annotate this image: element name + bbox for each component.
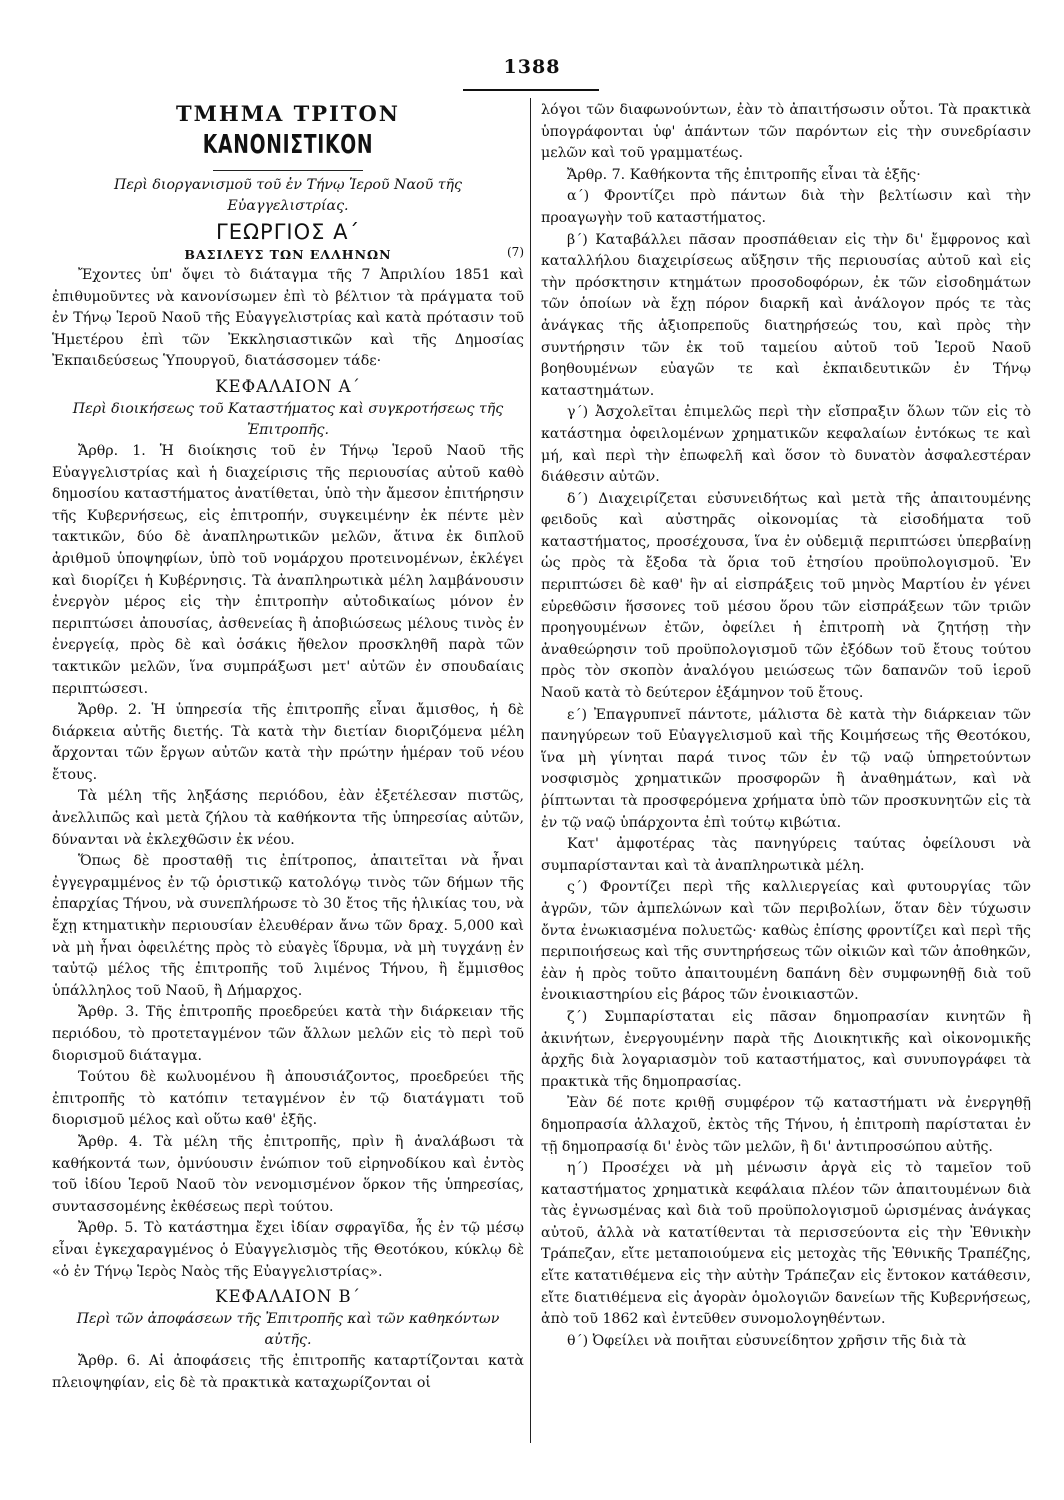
article-2-paragraph-2: Τὰ μέλη τῆς ληξάσης περιόδου, ἐὰν ἐξετέλεσαν πιστῶς, ἀνελλιπῶς καὶ μετὰ ζήλου τὰ καθήκοντα τῆς ὑπηρεσίας αὐτῶν, δύνανται νὰ ἐκλεχθῶσιν ἐκ νέου. [52,788,524,848]
chapter-b-heading: ΚΕΦΑΛΑΙΟΝ Β΄ [215,1287,361,1307]
page-number: 1388 [503,56,561,78]
chapter-b-title: Περὶ τῶν ἀποφάσεων τῆς Ἐπιτροπῆς καὶ τῶν καθηκόντων αὐτῆς. [76,1311,500,1349]
article-2-paragraph-3: Ὅπως δὲ προσταθῇ τις ἐπίτροπος, ἀπαιτεῖται νὰ ἦναι ἐγγεγραμμένος ἐν τῷ ὁριστικῷ κατολόγῳ τινὸς τῶν δήμων τῆς ἐπαρχίας Τήνου, νὰ συνεπλήρωσε τὸ 30 ἔτος τῆς ἡλικίας του, νὰ ἔχῃ κτηματικὴν περιουσίαν ἐλευθέραν ἄνω τῶν δραχ. 5,000 καὶ νὰ μὴ ἦναι ὀφειλέτης πρὸς τὸ εὐαγὲς ἵδρυμα, νὰ μὴ τυγχάνῃ ἐν ταὐτῷ μέλος τῆς ἐπιτροπῆς τοῦ λιμένος Τήνου, ἢ ἔμμισθος ὑπάλληλος τοῦ Ναοῦ, ἢ Δήμαρχος. [52,853,524,999]
title-divider [213,170,363,171]
decree-title: Περὶ διοργανισμοῦ τοῦ ἐν Τήνῳ Ἱεροῦ Ναοῦ τῆς Εὐαγγελιστρίας. [113,177,463,214]
chapter-a-title: Περὶ διοικήσεως τοῦ Καταστήματος καὶ συγκροτήσεως τῆς Ἐπιτροπῆς. [72,400,504,438]
duty-b: β΄) Καταβάλλει πᾶσαν προσπάθειαν εἰς τὴν δι' ἔμφρονος καὶ καταλλήλου διαχειρίσεως αὔξησιν τῆς περιουσίας αὐτοῦ καὶ εἰς τὴν πρόσκτησιν κτημάτων προσοδοφόρων, ἐκ τῶν εἰσοδημάτων τῶν ὁποίων νὰ ἔχῃ πόρον διαρκῆ καὶ ἀνάλογον πρός τε τὰς ἀνάγκας τῆς ἀξιοπρεποῦς διατηρήσεώς του, καὶ πρὸς τὴν συντήρησιν τῶν ἐκ τοῦ ταμείου αὐτοῦ τοῦ Ἱεροῦ Ναοῦ βοηθουμένων εὐαγῶν τε καὶ ἐκπαιδευτικῶν ἐν Τήνῳ καταστημάτων. [541,231,1031,399]
duty-c: γ΄) Ἀσχολεῖται ἐπιμελῶς περὶ τὴν εἴσπραξιν ὅλων τῶν εἰς τὸ κατάστημα ὀφειλομένων χρηματικῶν κεφαλαίων ἐντόκως τε καὶ μή, καὶ περὶ τὴν ἐπωφελῆ καὶ ὅσον τὸ δυνατὸν ἀσφαλεστέραν διάθεσιν αὐτῶν. [541,404,1031,486]
duty-h: η΄) Προσέχει νὰ μὴ μένωσιν ἀργὰ εἰς τὸ ταμεῖον τοῦ καταστήματος χρηματικὰ κεφάλαια πλέον τῶν ἀπαιτουμένων διὰ τὰς ἐγνωσμένας καὶ διὰ τοῦ προϋπολογισμοῦ ὡρισμένας ἀνάγκας αὐτοῦ, ἀλλὰ νὰ κατατίθενται τὰ περισσεύοντα εἰς τὴν Ἐθνικὴν Τράπεζαν, εἴτε μεταποιούμενα εἰς μετοχὰς τῆς Ἐθνικῆς Τραπέζης, εἴτε κατατιθέμενα εἰς τὴν αὐτὴν Τράπεζαν εἰς ἔντοκον κατάθεσιν, εἴτε διατιθέμενα εἰς ἀγορὰν ὁμολογιῶν δανείων τῆς Κυβερνήσεως, ἀπὸ τοῦ 1862 καὶ ἐντεῦθεν συνομολογηθέντων. [541,1160,1031,1328]
chapter-a-heading: ΚΕΦΑΛΑΙΟΝ Α΄ [215,376,361,396]
article-3-paragraph-2: Τούτου δὲ κωλυομένου ἢ ἀπουσιάζοντος, προεδρεύει τῆς ἐπιτροπῆς τὸ κατόπιν τεταγμένον ἐν τῷ διατάγματι τοῦ διορισμοῦ μέλος καὶ οὕτω καθ' ἑξῆς. [52,1069,524,1129]
left-column [52,100,524,1394]
right-column [541,100,1031,1352]
duty-e-paragraph-2: Κατ' ἀμφοτέρας τὰς πανηγύρεις ταύτας ὀφείλουσι νὰ συμπαρίστανται καὶ τὰ ἀναπληρωτικὰ μέλη. [541,836,1031,874]
article-6: Ἄρθρ. 6. Αἱ ἀποφάσεις τῆς ἐπιτροπῆς καταρτίζονται κατὰ πλειοψηφίαν, εἰς δὲ τὰ πρακτικὰ καταχωρίζονται οἱ [52,1353,524,1391]
column-divider [530,98,531,1443]
division-title: ΚΑΝΟΝΙΣΤΙΚΟΝ [202,130,374,160]
duty-a: α΄) Φροντίζει πρὸ πάντων διὰ τὴν βελτίωσιν καὶ τὴν προαγωγὴν τοῦ καταστήματος. [541,188,1031,226]
article-7: Ἄρθρ. 7. Καθήκοντα τῆς ἐπιτροπῆς εἶναι τὰ ἑξῆς· [567,166,921,183]
article-5: Ἄρθρ. 5. Τὸ κατάστημα ἔχει ἰδίαν σφραγῖδα, ἧς ἐν τῷ μέσῳ εἶναι ἐγκεχαραγμένος ὁ Εὐαγγελισμὸς τῆς Θεοτόκου, κύκλῳ δὲ «ὁ ἐν Τήνῳ Ἱερὸς Ναὸς τῆς Εὐαγγελιστρίας». [52,1220,524,1280]
duty-g-paragraph-2: Ἐὰν δέ ποτε κριθῇ συμφέρον τῷ καταστήματι νὰ ἐνεργηθῇ δημοπρασία ἀλλαχοῦ, ἐκτὸς τῆς Τήνου, ἡ ἐπιτροπὴ παρίσταται ἐν τῇ δημοπρασίᾳ δι' ἑνὸς τῶν μελῶν, ἢ δι' ἀντιπροσώπου αὐτῆς. [541,1095,1031,1155]
duty-f: ς΄) Φροντίζει περὶ τῆς καλλιεργείας καὶ φυτουργίας τῶν ἀγρῶν, τῶν ἀμπελώνων καὶ τῶν περιβολίων, ὅταν δὲν τύχωσιν ὄντα ἐνωκιασμένα πολυετῶς· καθὼς ἐπίσης φροντίζει καὶ περὶ τῆς περιποιήσεως καὶ τῆς συντηρήσεως τῶν οἰκιῶν καὶ τῶν ἀποθηκῶν, ἐὰν ἡ πρὸς τοῦτο ἀπαιτουμένη δαπάνη δὲν συμφωνηθῇ διὰ τοῦ ἐνοικιαστηρίου εἰς βάρος τῶν ἐνοικιαστῶν. [541,879,1031,1004]
footnote-marker: (7) [507,245,524,259]
duty-d: δ΄) Διαχειρίζεται εὐσυνειδήτως καὶ μετὰ τῆς ἀπαιτουμένης φειδοῦς καὶ αὐστηρᾶς οἰκονομίας τὰ εἰσοδήματα τοῦ καταστήματος, προσέχουσα, ἵνα ἐν οὐδεμιᾷ περιπτώσει ὑπερβαίνῃ ὡς πρὸς τὰ ἔξοδα τὰ ὅρια τοῦ ἐτησίου προϋπολογισμοῦ. Ἐν περιπτώσει δὲ καθ' ἣν αἱ εἰσπράξεις τοῦ μηνὸς Μαρτίου ἐν γένει εὑρεθῶσιν ἥσσονες τοῦ μέσου ὅρου τῶν εἰσπράξεων τῶν τριῶν προηγουμένων ἐτῶν, ὀφείλει ἡ ἐπιτροπὴ νὰ ζητήσῃ τὴν ἀναθεώρησιν τοῦ προϋπολογισμοῦ τῶν ἐξόδων τοῦ ἔτους τούτου πρὸς τὸν σκοπὸν ἀναλόγου μειώσεως τῶν δαπανῶν τοῦ ἱεροῦ Ναοῦ κατὰ τὸ δεύτερον ἑξάμηνον τοῦ ἔτους. [541,490,1031,702]
duty-e: ε΄) Ἐπαγρυπνεῖ πάντοτε, μάλιστα δὲ κατὰ τὴν διάρκειαν τῶν πανηγύρεων τοῦ Εὐαγγελισμοῦ καὶ τῆς Κοιμήσεως τῆς Θεοτόκου, ἵνα μὴ γίνηται παρά τινος τῶν ἐν τῷ ναῷ ὑπηρετούντων νοσφισμὸς χρηματικῶν προσφορῶν ἢ ἀναθημάτων, καὶ νὰ ῥίπτωνται τὰ προσφερόμενα χρήματα ὑπὸ τῶν προσκυνητῶν εἰς τὰ ἐν τῷ ναῷ ὑπάρχοντα ἐπὶ τούτῳ κιβώτια. [541,706,1031,831]
king-name: ΓΕΩΡΓΙΟΣ Α΄ [216,220,360,244]
article-2: Ἄρθρ. 2. Ἡ ὑπηρεσία τῆς ἐπιτροπῆς εἶναι ἄμισθος, ἡ δὲ διάρκεια αὐτῆς διετής. Τὰ κατὰ τὴν διετίαν διοριζόμενα μέλη ἄρχονται τῶν ἔργων αὐτῶν κατὰ τὴν πρώτην ἡμέραν τοῦ νέου ἔτους. [52,702,524,783]
article-6-continuation: λόγοι τῶν διαφωνούντων, ἐὰν τὸ ἀπαιτήσωσιν οὗτοι. Τὰ πρακτικὰ ὑπογράφονται ὑφ' ἁπάντων τῶν παρόντων εἰς τὴν συνεδρίασιν μελῶν καὶ τοῦ γραμματέως. [541,102,1031,162]
duty-g: ζ΄) Συμπαρίσταται εἰς πᾶσαν δημοπρασίαν κινητῶν ἢ ἀκινήτων, ἐνεργουμένην παρὰ τῆς Διοικητικῆς καὶ οἰκονομικῆς ἀρχῆς διὰ λογαριασμὸν τοῦ καταστήματος, καὶ συνυπογράφει τὰ πρακτικὰ τῆς δημοπρασίας. [541,1008,1031,1090]
preamble: Ἔχοντες ὑπ' ὄψει τὸ διάταγμα τῆς 7 Ἀπριλίου 1851 καὶ ἐπιθυμοῦντες νὰ κανονίσωμεν ἐπὶ τὸ βέλτιον τὰ πράγματα τοῦ ἐν Τήνῳ Ἱεροῦ Ναοῦ τῆς Εὐαγγελιστρίας καὶ κατὰ πρότασιν τοῦ Ἡμετέρου ἐπὶ τῶν Ἐκκλησιαστικῶν καὶ τῆς Δημοσίας Ἐκπαιδεύσεως Ὑπουργοῦ, διατάσσομεν τάδε· [52,267,524,370]
article-3: Ἄρθρ. 3. Τῆς ἐπιτροπῆς προεδρεύει κατὰ τὴν διάρκειαν τῆς περιόδου, τὸ προτεταγμένον τῶν ἄλλων μελῶν εἰς τὸ περὶ τοῦ διορισμοῦ διάταγμα. [52,1004,524,1064]
king-title: ΒΑΣΙΛΕΥΣ ΤΩΝ ΕΛΛΗΝΩΝ [184,247,392,262]
duty-i: θ΄) Ὀφείλει νὰ ποιῆται εὐσυνείδητον χρῆσιν τῆς διὰ τὰ [567,1332,967,1349]
article-1: Ἄρθρ. 1. Ἡ διοίκησις τοῦ ἐν Τήνῳ Ἱεροῦ Ναοῦ τῆς Εὐαγγελιστρίας καὶ ἡ διαχείρισις τῆς περιουσίας αὐτοῦ καθὸ δημοσίου καταστήματος ἀνατίθεται, ὑπὸ τὴν ἄμεσον ἐπιτήρησιν τῆς Κυβερνήσεως, εἰς ἐπιτροπήν, συγκειμένην ἐκ πέντε μὲν τακτικῶν, δύο δὲ ἀναπληρωτικῶν μελῶν, ἅτινα ἐκ διπλοῦ ἀριθμοῦ ὑποψηφίων, ὑπὸ τοῦ νομάρχου προτεινομένων, ἐκλέγει καὶ διορίζει ἡ Κυβέρνησις. Τὰ ἀναπληρωτικὰ μέλη λαμβάνουσιν ἐνεργὸν μέρος εἰς τὴν ἐπιτροπὴν αὐτοδικαίως μόνον ἐν περιπτώσει ἀπουσίας, ἀσθενείας ἢ ἀποβιώσεως μέλους τινὸς ἐν ἐνεργείᾳ, πρὸς δὲ καὶ ὁσάκις ἤθελον προσκληθῆ παρὰ τῶν τακτικῶν μελῶν, ἵνα συμπράξωσι μετ' αὐτῶν ἐν σπουδαίαις περιπτώσεσι. [52,442,524,697]
article-4: Ἄρθρ. 4. Τὰ μέλη τῆς ἐπιτροπῆς, πρὶν ἢ ἀναλάβωσι τὰ καθήκοντά των, ὀμνύουσιν ἐνώπιον τοῦ εἰρηνοδίκου καὶ ἐντὸς τοῦ ἰδίου Ἱεροῦ Ναοῦ τὸν νενομισμένον ὅρκον τῆς ὑπηρεσίας, συντασσομένης ἐκθέσεως περὶ τούτου. [52,1133,524,1215]
header-rule [463,89,599,91]
section-title: ΤΜΗΜΑ ΤΡΙΤΟΝ [176,101,400,126]
